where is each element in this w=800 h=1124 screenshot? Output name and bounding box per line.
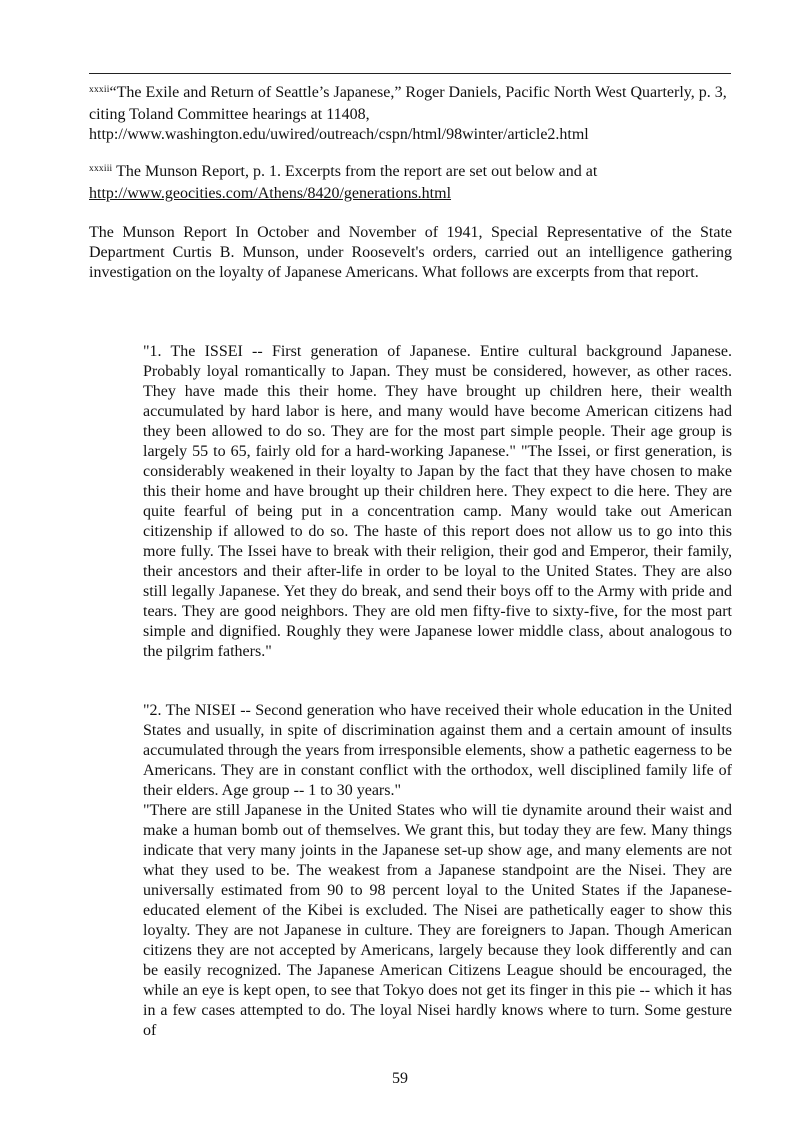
- footnote-marker: xxxiii: [89, 164, 113, 174]
- excerpt-loyalty: "There are still Japanese in the United States who will tie dynamite around their waist and make a human bomb out of themselves. We grant this, but today they are few. Many things indicate that very many joints in the Japanese set-up show age, and many elements are not what they used to be. The weakest from a Japanese standpoint are the Nisei. They are universally estimated from 90 to 98 percent loyal to the United States if the Japanese-educated element of the Kibei is excluded. The Nisei are pathetically eager to show this loyalty. They are not Japanese in culture. They are foreigners to Japan. Though American citizens they are not accepted by Americans, largely because they look differently and can be easily recognized. The Japanese American Citizens League should be encouraged, the while an eye is kept open, to see that Tokyo does not get its finger in this pie -- which it has in a few cases attempted to do. The loyal Nisei hardly knows where to turn. Some gesture of: [143, 802, 732, 1039]
- footnote-text: The Munson Report, p. 1. Excerpts from the report are set out below and at: [112, 163, 598, 180]
- footnote-link[interactable]: http://www.geocities.com/Athens/8420/generations.html: [89, 185, 452, 202]
- footnote-marker: xxxii: [89, 85, 110, 95]
- footnote-separator: [89, 73, 731, 74]
- excerpt-issei: "1. The ISSEI -- First generation of Japanese. Entire cultural background Japanese. Probably loyal romantically to Japan. They must be considered, however, as other races. They have made this their home. They have brought up children here, their wealth accumulated by hard labor is here, and many would have become American citizens had they been allowed to do so. They are for the most part simple people. Their age group is largely 55 to 65, fairly old for a hard-working Japanese." "The Issei, or first generation, is considerably weakened in their loyalty to Japan by the fact that they have chosen to make this their home and have brought up their children here. They expect to die here. They are quite fearful of being put in a concentration camp. Many would take out American citizenship if allowed to do so. The haste of this report does not allow us to go into this more fully. The Issei have to break with their religion, their god and Emperor, their family, their ancestors and their after-life in order to be loyal to the United States. They are also still legally Japanese. Yet they do break, and send their boys off to the Army with pride and tears. They are good neighbors. They are old men fifty-five to sixty-five, for the most part simple and dignified. Roughly they were Japanese lower middle class, about analogous to the pilgrim fathers.": [143, 343, 732, 660]
- excerpt-nisei: "2. The NISEI -- Second generation who have received their whole education in the United States and usually, in spite of discrimination against them and a certain amount of insults accumulated through the years from irresponsible elements, show a pathetic eagerness to be Americans. They are in constant conflict with the orthodox, well disciplined family life of their elders. Age group -- 1 to 30 years.": [143, 702, 732, 799]
- footnote-xxxiii: [89, 162, 734, 204]
- intro-paragraph: The Munson Report In October and November of 1941, Special Representative of the State Department Curtis B. Munson, under Roosevelt's orders, carried out an intelligence gathering investigation on the loyalty of Japanese Americans. What follows are excerpts from that report.: [89, 224, 732, 281]
- page-number: 59: [392, 1070, 408, 1087]
- footnote-xxxii: [89, 83, 734, 145]
- footnote-text: “The Exile and Return of Seattle’s Japanese,” Roger Daniels, Pacific North West Quarterly, p. 3, citing Toland Committee hearings at 11408, http://www.washington.edu/uwired/outreach/cspn/html/98winter/article2.html: [89, 84, 727, 143]
